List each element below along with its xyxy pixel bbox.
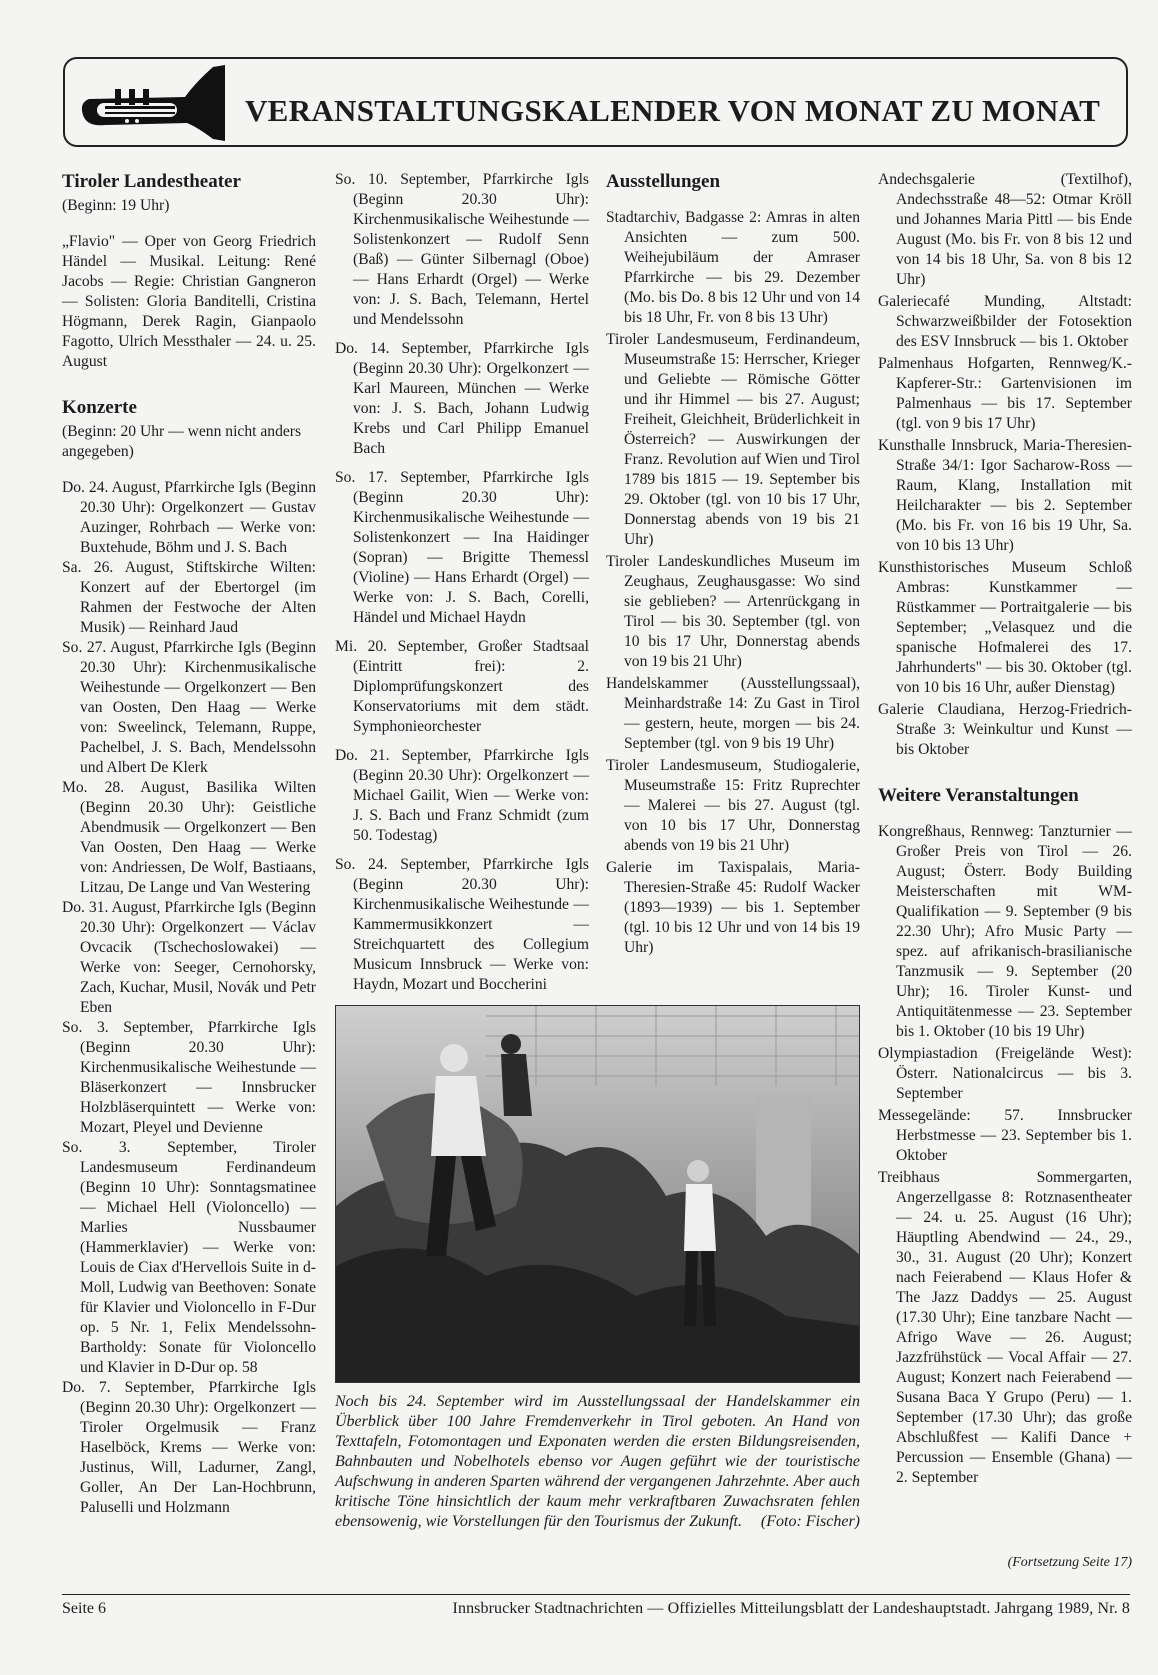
concert-entry: Sa. 26. August, Stiftskirche Wilten: Konzert auf der Ebertorgel (im Rahmen der Festwoche der Alten Musik) — Reinhard Jaud: [62, 559, 316, 636]
concert-entry: So. 27. August, Pfarrkirche Igls (Beginn 20.30 Uhr): Kirchenmusikalische Weihestunde — Orgelkonzert — Ben van Oosten, Den Haag — Werke von: Sweelinck, Telemann, Ruppe, Pachelbel, J. S. Bach, Mendelssohn und Albert De Klerk: [62, 639, 316, 776]
concert-entry: So. 10. September, Pfarrkirche Igls (Beginn 20.30 Uhr): Kirchenmusikalische Weihestunde — Solistenkonzert — Rudolf Senn (Baß) — Günter Silbernagl (Oboe) — Hans Erhardt (Orgel) — Werke von: J. S. Bach, Telemann, Hertel und Mendelssohn: [335, 171, 589, 328]
event-entry: Olympiastadion (Freigelände West): Österr. Nationalcircus — bis 3. September: [878, 1045, 1132, 1102]
event-entry: Messegelände: 57. Innsbrucker Herbstmesse — 23. September bis 1. Oktober: [878, 1107, 1132, 1164]
concert-entry: So. 24. September, Pfarrkirche Igls (Beginn 20.30 Uhr): Kirchenmusikalische Weihestunde — Kammermusikkonzert — Streichquartett des Collegium Musicum Innsbruck — Werke von: Haydn, Mozart und Boccherini: [335, 856, 589, 993]
concert-entry: So. 3. September, Pfarrkirche Igls (Beginn 20.30 Uhr): Kirchenmusikalische Weihestunde — Bläserkonzert — Innsbrucker Holzbläserquintett — Werke von: Mozart, Pleyel und Devienne: [62, 1019, 316, 1136]
exhibition-entry: Galerie Claudiana, Herzog-Friedrich-Straße 3: Weinkultur und Kunst — bis Oktober: [878, 701, 1132, 758]
photo-illustration: [336, 1006, 860, 1383]
exhibition-entry: Kunsthistorisches Museum Schloß Ambras: Kunstkammer — Rüstkammer — Portraitgalerie — bis September; „Velasquez und die spanische Hofmalerei des 17. Jahrhunderts" — bis 30. Oktober (tgl. von 10 bis 16 Uhr, außer Dienstag): [878, 559, 1132, 696]
column-3: [606, 170, 860, 960]
landestheater-start-time: (Beginn: 19 Uhr): [62, 197, 170, 214]
exhibition-entry: Galerie im Taxispalais, Maria-Theresien-Straße 45: Rudolf Wacker (1893—1939) — bis 1. September (tgl. 10 bis 12 Uhr und von 14 bis 19 Uhr): [606, 859, 860, 956]
column-4: [878, 170, 1132, 1490]
publication-line: Innsbrucker Stadtnachrichten — Offizielles Mitteilungsblatt der Landeshauptstadt. Jahrgang 1989, Nr. 8: [452, 1600, 1130, 1617]
concert-entry: Mo. 28. August, Basilika Wilten (Beginn 20.30 Uhr): Geistliche Abendmusik — Orgelkonzert — Ben Van Oosten, Den Haag — Werke von: Andriessen, De Wolf, Bastiaans, Litzau, De Lange und Van Westering: [62, 779, 316, 896]
continued-note: (Fortsetzung Seite 17): [1007, 1555, 1132, 1570]
section-heading-landestheater: Tiroler Landestheater: [62, 171, 241, 192]
exhibition-entry: Tiroler Landesmuseum, Ferdinandeum, Museumstraße 15: Herrscher, Krieger und Geliebte — Römische Götter und ihr Himmel — bis 27. August; Freiheit, Gleichheit, Brüderlichkeit in Österreich? — Auswirkungen der Franz. Revolution auf Wien und Tirol 1789 bis 1815 — 19. September bis 29. Oktober (tgl. von 10 bis 17 Uhr, Donnerstag abends von 19 bis 21 Uhr): [606, 331, 860, 548]
concert-entry: Do. 14. September, Pfarrkirche Igls (Beginn 20.30 Uhr): Orgelkonzert — Karl Maureen, München — Werke von: J. S. Bach, Johann Ludwig Krebs und Carl Philipp Emanuel Bach: [335, 340, 589, 457]
concert-entry: Do. 31. August, Pfarrkirche Igls (Beginn 20.30 Uhr): Orgelkonzert — Václav Ovcacik (Tschechoslowakei) — Werke von: Seeger, Cernohorsky, Zach, Kuchar, Musil, Novák und Petr Eben: [62, 899, 316, 1016]
exhibition-entry: Andechsgalerie (Textilhof), Andechsstraße 48—52: Otmar Kröll und Johannes Maria Pittl — bis Ende August (Mo. bis Fr. von 8 bis 12 und von 14 bis 18 Uhr, Sa. von 8 bis 12 Uhr): [878, 171, 1132, 288]
landestheater-program: „Flavio" — Oper von Georg Friedrich Händel — Musikal. Leitung: René Jacobs — Regie: Christian Gangneron — Solisten: Gloria Banditelli, Cristina Högmann, Derek Ragin, Gianpaolo Fagotto, Ulrich Messthaler — 24. u. 25. August: [62, 233, 316, 370]
exhibition-entry: Tiroler Landeskundliches Museum im Zeughaus, Zeughausgasse: Wo sind sie geblieben? — Artenrückgang in Tirol — bis 30. September (tgl. von 10 bis 17 Uhr, Donnerstag abends von 19 bis 21 Uhr): [606, 553, 860, 670]
footer-divider: [62, 1594, 1130, 1595]
exhibition-entry: Stadtarchiv, Badgasse 2: Amras in alten Ansichten — zum 500. Weihejubiläum der Amraser Pfarrkirche — bis 29. Dezember (Mo. bis Do. 8 bis 12 Uhr und von 14 bis 18 Uhr, Fr. von 8 bis 13 Uhr): [606, 209, 860, 326]
calendar-header: [63, 57, 1128, 147]
section-heading-konzerte: Konzerte: [62, 397, 137, 418]
section-heading-ausstellungen: Ausstellungen: [606, 171, 721, 192]
page-number: Seite 6: [62, 1600, 106, 1617]
column-1: [62, 170, 316, 1518]
exhibition-entry: Handelskammer (Ausstellungssaal), Meinhardstraße 14: Zu Gast in Tirol — gestern, heute, morgen — bis 24. September (tgl. von 9 bis 19 Uhr): [606, 675, 860, 752]
concert-entry: So. 3. September, Tiroler Landesmuseum Ferdinandeum (Beginn 10 Uhr): Sonntagsmatinee — Michael Hell (Violoncello) — Marlies Nussbaumer (Hammerklavier) — Werke von: Louis de Ciax d'Hervellois Suite in d-Moll, Ludwig van Beethoven: Sonate für Klavier und Violoncello in F-Dur op. 5 Nr. 1, Felix Mendelssohn-Bartholdy: Sonate für Violoncello und Klavier in D-Dur op. 58: [62, 1139, 316, 1376]
exhibition-entry: Galeriecafé Munding, Altstadt: Schwarzweißbilder der Fotosektion des ESV Innsbruck — bis 1. Oktober: [878, 293, 1132, 350]
event-entry: Kongreßhaus, Rennweg: Tanzturnier — Großer Preis von Tirol — 26. August; Österr. Body Building Meisterschaften mit WM-Qualifikation — 9. September (9 bis 22.30 Uhr); Afro Music Party — spez. auf afrikanisch-brasilianische Tanzmusik — 9. September (20 Uhr); 16. Tiroler Kunst- und Antiquitätenmesse — 23. September bis 1. Oktober (10 bis 19 Uhr): [878, 823, 1132, 1040]
exhibition-photo: [335, 1005, 860, 1383]
concert-entry: Do. 21. September, Pfarrkirche Igls (Beginn 20.30 Uhr): Orgelkonzert — Michael Gailit, Wien — Werke von: J. S. Bach und Franz Schmidt (zum 50. Todestag): [335, 747, 589, 844]
column-2: [335, 170, 589, 1004]
photo-credit: (Foto: Fischer): [760, 1513, 860, 1530]
exhibition-entry: Palmenhaus Hofgarten, Rennweg/K.-Kapferer-Str.: Gartenvisionen im Palmenhaus — bis 17. September (tgl. von 9 bis 17 Uhr): [878, 355, 1132, 432]
konzerte-start-time: (Beginn: 20 Uhr — wenn nicht anders angegeben): [62, 423, 302, 460]
concert-entry: Mi. 20. September, Großer Stadtsaal (Eintritt frei): 2. Diplomprüfungskonzert des Konservatoriums mit dem städt. Symphonieorchester: [335, 638, 589, 735]
photo-caption: [335, 1392, 860, 1532]
section-heading-weitere: Weitere Veranstaltungen: [878, 785, 1079, 806]
trumpet-icon: [75, 63, 235, 143]
event-entry: Treibhaus Sommergarten, Angerzellgasse 8: Rotznasentheater — 24. u. 25. August (16 Uhr); Häuptling Abendwind — 24., 29., 30., 31. August (20 Uhr); Konzert nach Feierabend — Klaus Hofer & The Jazz Daddys — 25. August (17.30 Uhr); Eine tanzbare Nacht — Afrigo Wave — 26. August; Jazzfrühstück — Vocal Affair — 27. August; Konzert nach Feierabend — Susana Baca Y Grupo (Peru) — 1. September (17.30 Uhr); das große Abschlußfest — Kalifi Dance + Percussion — Ensemble (Ghana) — 2. September: [878, 1169, 1132, 1486]
calendar-title: VERANSTALTUNGSKALENDER VON MONAT ZU MONAT: [245, 93, 1101, 128]
concert-entry: So. 17. September, Pfarrkirche Igls (Beginn 20.30 Uhr): Kirchenmusikalische Weihestunde — Solistenkonzert — Ina Haidinger (Sopran) — Brigitte Themessl (Violine) — Hans Erhardt (Orgel) — Werke von: J. S. Bach, Corelli, Händel und Michael Haydn: [335, 469, 589, 626]
exhibition-entry: Kunsthalle Innsbruck, Maria-Theresien-Straße 34/1: Igor Sacharow-Ross — Raum, Klang, Installation mit Heilcharakter — bis 2. September (Mo. bis Fr. von 16 bis 19 Uhr, Sa. von 10 bis 13 Uhr): [878, 437, 1132, 554]
exhibition-entry: Tiroler Landesmuseum, Studiogalerie, Museumstraße 15: Fritz Ruprechter — Malerei — bis 27. August (tgl. von 10 bis 17 Uhr, Donnerstag abends von 19 bis 21 Uhr): [606, 757, 860, 854]
photo-caption-text: Noch bis 24. September wird im Ausstellungssaal der Handelskammer ein Überblick über 100 Jahre Fremdenverkehr in Tirol geboten. An Hand von Texttafeln, Fotomontagen und Exponaten werden die ersten Bildungsreisenden, Bahnbauten und Nobelhotels ebenso vor Augen geführt wie der touristische Aufschwung in anderen Sparten während der vergangenen Jahrzehnte. Aber auch kritische Töne hinsichtlich der kaum mehr verkraftbaren Zuwachsraten fehlen ebensowenig, wie Vorstellungen für den Tourismus der Zukunft.: [335, 1393, 860, 1530]
concert-entry: Do. 24. August, Pfarrkirche Igls (Beginn 20.30 Uhr): Orgelkonzert — Gustav Auzinger, Rohrbach — Werke von: Buxtehude, Böhm und J. S. Bach: [62, 479, 316, 556]
concert-entry: Do. 7. September, Pfarrkirche Igls (Beginn 20.30 Uhr): Orgelkonzert — Tiroler Orgelmusik — Franz Haselböck, Krems — Werke von: Justinus, Will, Ladurner, Zangl, Goller, An Der Lan-Hochbrunn, Paluselli und Holzmann: [62, 1379, 316, 1516]
